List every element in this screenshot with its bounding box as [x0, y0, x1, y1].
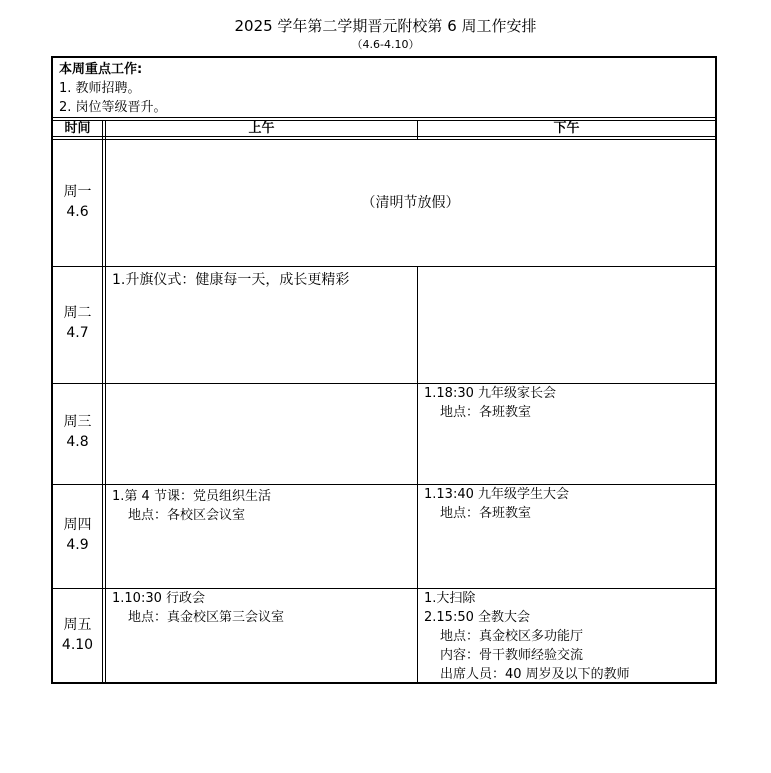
afternoon-cell-wednesday: [418, 384, 715, 484]
schedule-detail: 地点：真金校区第三会议室: [128, 610, 285, 625]
schedule-detail: 地点：各班教室: [440, 506, 532, 521]
weekly-focus-item: 1. 教师招聘。: [59, 81, 141, 96]
schedule-detail: 地点：真金校区多功能厅: [440, 629, 584, 644]
schedule-entry: 1.大扫除: [424, 591, 476, 606]
day-date: 4.9: [66, 537, 89, 553]
day-label-tuesday: [53, 267, 102, 383]
afternoon-cell-thursday: [418, 485, 715, 588]
day-label-friday: [53, 589, 102, 682]
schedule-entry: 1.第 4 节课：党员组织生活: [112, 489, 271, 504]
day-label-thursday: [53, 485, 102, 588]
day-label-monday: [53, 140, 102, 266]
day-label-wednesday: [53, 384, 102, 484]
day-date: 4.7: [66, 325, 89, 341]
day-date: 4.8: [66, 434, 89, 450]
weekly-focus: [53, 58, 715, 118]
schedule-entry: 1.升旗仪式：健康每一天，成长更精彩: [112, 272, 350, 288]
schedule-detail: 地点：各班教室: [440, 405, 532, 420]
holiday-notice: （清明节放假）: [361, 195, 460, 211]
day-name: 周五: [63, 617, 92, 633]
column-header-morning: 上午: [248, 121, 275, 136]
afternoon-cell-tuesday: [418, 267, 715, 383]
weekly-focus-heading: 本周重点工作:: [59, 62, 143, 77]
column-header-time: 时间: [64, 121, 91, 136]
schedule-table: [51, 56, 717, 684]
schedule-entry: 1.10:30 行政会: [112, 591, 205, 606]
schedule-detail: 内容：骨干教师经验交流: [440, 648, 584, 663]
weekly-focus-item: 2. 岗位等级晋升。: [59, 100, 167, 115]
column-header-afternoon: 下午: [553, 121, 580, 136]
morning-cell-wednesday: [106, 384, 417, 484]
day-date: 4.6: [66, 204, 89, 220]
column-divider: [102, 120, 103, 682]
date-range: （4.6-4.10）: [351, 38, 420, 51]
schedule-detail: 地点：各校区会议室: [128, 508, 246, 523]
page-title: 2025 学年第二学期晋元附校第 6 周工作安排: [234, 17, 537, 35]
afternoon-cell-friday: [418, 589, 715, 682]
day-date: 4.10: [61, 637, 94, 653]
morning-cell-friday: [106, 589, 417, 682]
schedule-detail: 出席人员：40 周岁及以下的教师: [440, 667, 630, 682]
day-name: 周二: [63, 305, 92, 321]
day-name: 周三: [63, 414, 92, 430]
schedule-entry: 2.15:50 全教大会: [424, 610, 530, 625]
day-name: 周四: [63, 517, 92, 533]
day-name: 周一: [63, 184, 92, 200]
morning-cell-tuesday: [106, 267, 417, 383]
schedule-entry: 1.13:40 九年级学生大会: [424, 487, 569, 502]
schedule-entry: 1.18:30 九年级家长会: [424, 386, 556, 401]
morning-cell-thursday: [106, 485, 417, 588]
